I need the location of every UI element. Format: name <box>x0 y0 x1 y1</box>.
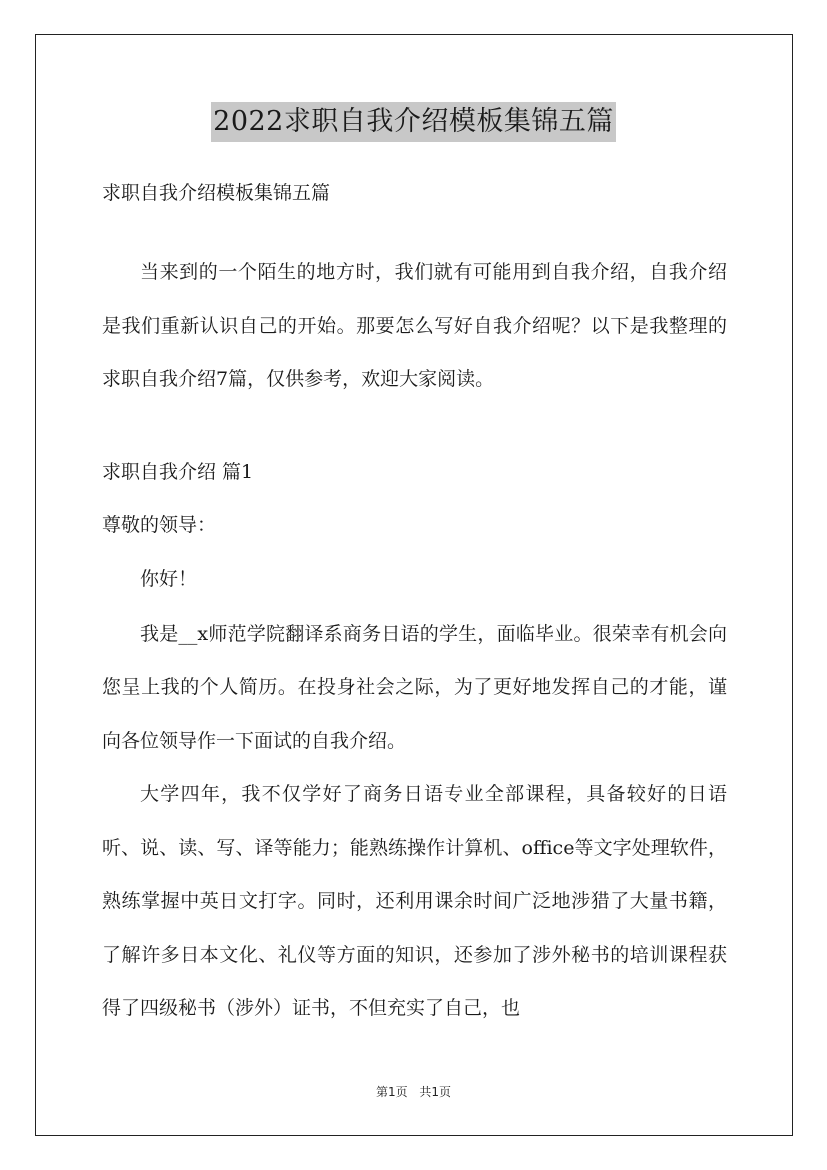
document-body <box>102 175 727 1036</box>
title-container <box>0 102 827 142</box>
document-subtitle: 求职自我介绍模板集锦五篇 <box>102 182 331 204</box>
body-paragraph-1: 我是__x师范学院翻译系商务日语的学生，面临毕业。很荣幸有机会向您呈上我的个人简历。在投身社会之际，为了更好地发挥自己的才能，谨向各位领导作一下面试的自我介绍。 <box>102 622 727 752</box>
page-total: 共1页 <box>419 1085 452 1099</box>
intro-paragraph: 当来到的一个陌生的地方时，我们就有可能用到自我介绍，自我介绍是我们重新认识自己的开始。那要怎么写好自我介绍呢？以下是我整理的求职自我介绍7篇，仅供参考，欢迎大家阅读。 <box>102 261 727 390</box>
body-paragraph-2: 大学四年，我不仅学好了商务日语专业全部课程，具备较好的日语听、说、读、写、译等能力；能熟练操作计算机、office等文字处理软件，熟练掌握中英日文打字。同时，还利用课余时间广泛地涉猎了大量书籍，了解许多日本文化、礼仪等方面的知识，还参加了涉外秘书的培训课程获得了四级秘书（涉外）证书，不但充实了自己，也 <box>102 783 727 1019</box>
page-footer <box>0 1083 827 1100</box>
salutation: 尊敬的领导： <box>102 513 217 536</box>
document-title: 2022求职自我介绍模板集锦五篇 <box>211 102 616 142</box>
greeting: 你好！ <box>140 567 198 590</box>
section-heading: 求职自我介绍 篇1 <box>102 460 254 483</box>
page-number: 第1页 <box>375 1085 408 1099</box>
